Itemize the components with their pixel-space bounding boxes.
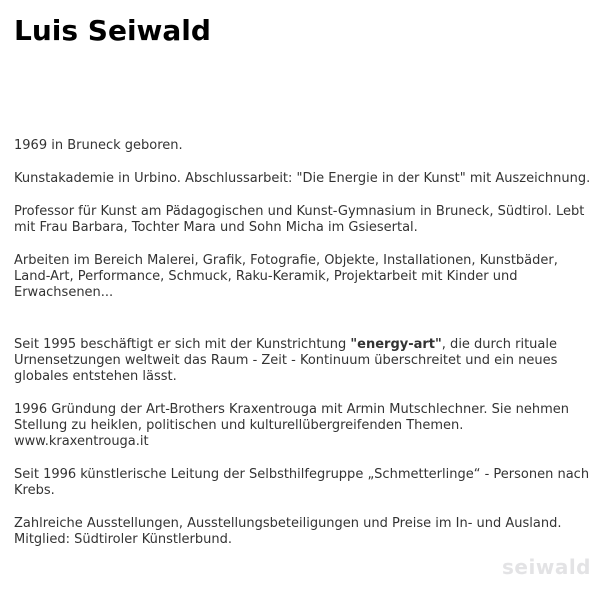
bio-paragraph-energy-art [14, 337, 592, 385]
bio-paragraph-fields: Arbeiten im Bereich Malerei, Grafik, Fotografie, Objekte, Installationen, Kunstbäder, Land-Art, Performance, Schmuck, Raku-Keramik, Projektarbeit mit Kinder und Erwachsenen... [14, 252, 558, 300]
bio-paragraph-born: 1969 in Bruneck geboren. [14, 137, 183, 153]
page-title: Luis Seiwald [14, 14, 211, 47]
energy-art-post-text: , die durch rituale Urnensetzungen weltweit das Raum - Zeit - Kontinuum überschreitet und ein neues globales entstehen lässt. [14, 336, 558, 384]
energy-art-term: "energy-art" [350, 336, 442, 352]
bio-paragraph-education: Kunstakademie in Urbino. Abschlussarbeit: "Die Energie in der Kunst" mit Auszeichnung. [14, 170, 591, 186]
site-watermark: seiwald [502, 555, 591, 579]
bio-paragraph-exhibitions: Zahlreiche Ausstellungen, Ausstellungsbeteiligungen und Preise im In- und Ausland. Mitglied: Südtiroler Künstlerbund. [14, 515, 562, 547]
bio-paragraph-kraxentrouga: 1996 Gründung der Art-Brothers Kraxentrouga mit Armin Mutschlechner. Sie nehmen Stellung zu heiklen, politischen und kulturellübergreifenden Themen. www.kraxentrouga.it [14, 401, 569, 449]
bio-paragraph-profession: Professor für Kunst am Pädagogischen und Kunst-Gymnasium in Bruneck, Südtirol. Lebt mit Frau Barbara, Tochter Mara und Sohn Micha im Gsiesertal. [14, 203, 585, 235]
bio-paragraph-schmetterlinge: Seit 1996 künstlerische Leitung der Selbsthilfegruppe „Schmetterlinge“ - Personen nach Krebs. [14, 466, 590, 498]
bio-text-block [14, 138, 592, 548]
energy-art-pre-text: Seit 1995 beschäftigt er sich mit der Kunstrichtung [14, 336, 351, 352]
